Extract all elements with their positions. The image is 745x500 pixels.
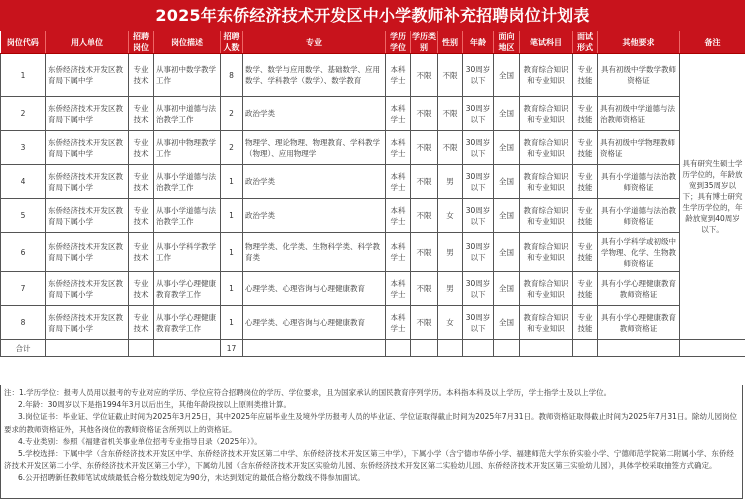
total-empty bbox=[438, 340, 463, 357]
total-empty bbox=[680, 340, 745, 357]
cell-major: 物理学、理论物理、物理教育、学科教学（物理）、应用物理学 bbox=[243, 131, 386, 165]
cell-desc: 从事小学心理健康教育教学工作 bbox=[154, 306, 221, 340]
cell-unit: 东侨经济技术开发区教育局下属中学 bbox=[46, 54, 129, 97]
cell-count: 8 bbox=[221, 54, 243, 97]
cell-other: 具有初级中学物理教师资格证 bbox=[598, 131, 680, 165]
cell-code: 5 bbox=[1, 199, 46, 233]
note-4: 4.专业类别：参照《福建省机关事业单位招考专业指导目录（2025年）》。 bbox=[18, 436, 262, 446]
cell-degree: 本科学士 bbox=[386, 306, 411, 340]
header-count: 招聘人数 bbox=[221, 31, 243, 54]
cell-desc: 从事初中数学教学工作 bbox=[154, 54, 221, 97]
total-empty bbox=[520, 340, 573, 357]
cell-age: 30周岁以下 bbox=[463, 165, 494, 199]
cell-major: 物理学类、化学类、生物科学类、科学教育类 bbox=[243, 233, 386, 272]
cell-post-type: 专业技术 bbox=[129, 306, 154, 340]
cell-edu-type: 不限 bbox=[411, 306, 438, 340]
cell-count: 1 bbox=[221, 199, 243, 233]
cell-region: 全国 bbox=[494, 165, 520, 199]
cell-edu-type: 不限 bbox=[411, 131, 438, 165]
cell-count: 1 bbox=[221, 165, 243, 199]
cell-age: 30周岁以下 bbox=[463, 131, 494, 165]
cell-region: 全国 bbox=[494, 199, 520, 233]
cell-gender: 女 bbox=[438, 199, 463, 233]
cell-interview: 专业技能 bbox=[573, 165, 598, 199]
cell-count: 1 bbox=[221, 272, 243, 306]
cell-interview: 专业技能 bbox=[573, 97, 598, 131]
header-gender: 性别 bbox=[438, 31, 463, 54]
total-empty bbox=[243, 340, 386, 357]
total-empty bbox=[129, 340, 154, 357]
cell-interview: 专业技能 bbox=[573, 272, 598, 306]
cell-post-type: 专业技术 bbox=[129, 199, 154, 233]
cell-code: 6 bbox=[1, 233, 46, 272]
total-count: 17 bbox=[221, 340, 243, 357]
table-row bbox=[1, 97, 745, 131]
total-empty bbox=[463, 340, 494, 357]
header-age: 年龄 bbox=[463, 31, 494, 54]
cell-exam: 教育综合知识和专业知识 bbox=[520, 97, 573, 131]
cell-other: 具有小学心理健康教育教师资格证 bbox=[598, 272, 680, 306]
table-row bbox=[1, 272, 745, 306]
cell-degree: 本科学士 bbox=[386, 97, 411, 131]
cell-region: 全国 bbox=[494, 131, 520, 165]
cell-post-type: 专业技术 bbox=[129, 54, 154, 97]
cell-interview: 专业技能 bbox=[573, 54, 598, 97]
cell-code: 3 bbox=[1, 131, 46, 165]
cell-count: 2 bbox=[221, 131, 243, 165]
cell-degree: 本科学士 bbox=[386, 272, 411, 306]
cell-desc: 从事初中物理教学工作 bbox=[154, 131, 221, 165]
cell-gender: 女 bbox=[438, 306, 463, 340]
cell-desc: 从事小学道德与法治教学工作 bbox=[154, 165, 221, 199]
header-major: 专业 bbox=[243, 31, 386, 54]
cell-gender: 不限 bbox=[438, 54, 463, 97]
cell-region: 全国 bbox=[494, 54, 520, 97]
table-row bbox=[1, 165, 745, 199]
note-2: 2.年龄：30周岁以下是指1994年3月以后出生，其他年龄段按以上原则类推计算。 bbox=[18, 400, 292, 410]
cell-unit: 东侨经济技术开发区教育局下属小学 bbox=[46, 233, 129, 272]
cell-post-type: 专业技术 bbox=[129, 131, 154, 165]
cell-other: 具有初级中学道德与法治教师资格证 bbox=[598, 97, 680, 131]
cell-degree: 本科学士 bbox=[386, 233, 411, 272]
cell-code: 8 bbox=[1, 306, 46, 340]
cell-gender: 男 bbox=[438, 165, 463, 199]
cell-remark: 具有研究生硕士学历学位的，年龄放宽到35周岁以下；具有博士研究生学历学位的，年龄放宽到40周岁以下。 bbox=[680, 54, 745, 340]
cell-edu-type: 不限 bbox=[411, 97, 438, 131]
cell-other: 具有小学心理健康教育教师资格证 bbox=[598, 306, 680, 340]
cell-exam: 教育综合知识和专业知识 bbox=[520, 131, 573, 165]
cell-desc: 从事小学心理健康教育教学工作 bbox=[154, 272, 221, 306]
notes-section bbox=[0, 385, 743, 499]
header-other: 其他要求 bbox=[598, 31, 680, 54]
total-row bbox=[1, 340, 745, 357]
cell-unit: 东侨经济技术开发区教育局下属小学 bbox=[46, 272, 129, 306]
cell-exam: 教育综合知识和专业知识 bbox=[520, 199, 573, 233]
header-code: 岗位代码 bbox=[1, 31, 46, 54]
header-remark: 备注 bbox=[680, 31, 745, 54]
cell-degree: 本科学士 bbox=[386, 199, 411, 233]
note-6: 6.公开招聘新任教师笔试成绩最低合格分数线划定为90分，未达到划定的最低合格分数线不得参加面试。 bbox=[18, 473, 365, 483]
cell-edu-type: 不限 bbox=[411, 165, 438, 199]
cell-age: 30周岁以下 bbox=[463, 233, 494, 272]
cell-gender: 男 bbox=[438, 272, 463, 306]
cell-other: 具有小学道德与法治教师资格证 bbox=[598, 165, 680, 199]
cell-unit: 东侨经济技术开发区教育局下属小学 bbox=[46, 199, 129, 233]
cell-major: 政治学类 bbox=[243, 165, 386, 199]
cell-age: 30周岁以下 bbox=[463, 199, 494, 233]
note-3: 3.岗位证书：毕业证、学位证截止时间为2025年3月25日，其中2025年应届毕业生及境外学历报考人员的毕业证、学位证取得截止时间为2025年7月31日。教师资格证取得截止时间为2025年7月31日。除幼儿园岗位要求的教师资格证外，其他各岗位的教师资格证含所列以上的资格证。 bbox=[4, 412, 737, 434]
cell-desc: 从事小学科学教学工作 bbox=[154, 233, 221, 272]
cell-region: 全国 bbox=[494, 272, 520, 306]
total-empty bbox=[46, 340, 129, 357]
cell-code: 7 bbox=[1, 272, 46, 306]
table-row bbox=[1, 306, 745, 340]
cell-edu-type: 不限 bbox=[411, 199, 438, 233]
cell-age: 30周岁以下 bbox=[463, 306, 494, 340]
cell-post-type: 专业技术 bbox=[129, 233, 154, 272]
cell-count: 1 bbox=[221, 233, 243, 272]
cell-code: 4 bbox=[1, 165, 46, 199]
table-header-row bbox=[1, 31, 745, 54]
header-desc: 岗位描述 bbox=[154, 31, 221, 54]
total-empty bbox=[411, 340, 438, 357]
cell-exam: 教育综合知识和专业知识 bbox=[520, 233, 573, 272]
total-empty bbox=[386, 340, 411, 357]
table-row bbox=[1, 131, 745, 165]
cell-major: 心理学类、心理咨询与心理健康教育 bbox=[243, 272, 386, 306]
cell-edu-type: 不限 bbox=[411, 233, 438, 272]
cell-interview: 专业技能 bbox=[573, 306, 598, 340]
cell-exam: 教育综合知识和专业知识 bbox=[520, 54, 573, 97]
page-title: 2025年东侨经济技术开发区中小学教师补充招聘岗位计划表 bbox=[0, 0, 745, 31]
header-degree: 学历学位 bbox=[386, 31, 411, 54]
cell-other: 具有初级中学数学教师资格证 bbox=[598, 54, 680, 97]
cell-major: 数学、数学与应用数学、基础数学、应用数学、学科教学（数学）、数学教育 bbox=[243, 54, 386, 97]
cell-interview: 专业技能 bbox=[573, 233, 598, 272]
cell-age: 30周岁以下 bbox=[463, 54, 494, 97]
cell-desc: 从事小学道德与法治教学工作 bbox=[154, 199, 221, 233]
cell-exam: 教育综合知识和专业知识 bbox=[520, 272, 573, 306]
header-exam: 笔试科目 bbox=[520, 31, 573, 54]
cell-major: 政治学类 bbox=[243, 97, 386, 131]
cell-major: 心理学类、心理咨询与心理健康教育 bbox=[243, 306, 386, 340]
cell-major: 政治学类 bbox=[243, 199, 386, 233]
total-empty bbox=[598, 340, 680, 357]
cell-edu-type: 不限 bbox=[411, 272, 438, 306]
note-5: 5.学校选择：下属中学（含东侨经济技术开发区中学、东侨经济技术开发区第二中学、东侨经济技术开发区第三中学），下属小学（含宁德市华侨小学、福建师范大学东侨实验小学、宁德师范学院第二附属小学、东侨经济技术开发区第二小学、东侨经济技术开发区第三小学），下属幼儿园（含东侨经济技术开发区实验幼儿园、东侨经济技术开发区第二实验幼儿园、东侨经济技术开发区第三实验幼儿园），具体学校采取抽签方式确定。 bbox=[4, 449, 734, 471]
header-unit: 用人单位 bbox=[46, 31, 129, 54]
recruitment-plan-table bbox=[0, 31, 745, 357]
total-label: 合计 bbox=[1, 340, 46, 357]
cell-unit: 东侨经济技术开发区教育局下属中学 bbox=[46, 97, 129, 131]
cell-age: 30周岁以下 bbox=[463, 272, 494, 306]
cell-unit: 东侨经济技术开发区教育局下属小学 bbox=[46, 165, 129, 199]
cell-gender: 不限 bbox=[438, 131, 463, 165]
cell-other: 具有小学科学或初级中学物理、化学、生物教师资格证 bbox=[598, 233, 680, 272]
header-post-type: 招聘岗位 bbox=[129, 31, 154, 54]
cell-age: 30周岁以下 bbox=[463, 97, 494, 131]
header-interview: 面试形式 bbox=[573, 31, 598, 54]
cell-count: 2 bbox=[221, 97, 243, 131]
cell-unit: 东侨经济技术开发区教育局下属中学 bbox=[46, 131, 129, 165]
cell-code: 2 bbox=[1, 97, 46, 131]
table-row bbox=[1, 199, 745, 233]
total-empty bbox=[154, 340, 221, 357]
cell-degree: 本科学士 bbox=[386, 54, 411, 97]
cell-interview: 专业技能 bbox=[573, 199, 598, 233]
cell-gender: 不限 bbox=[438, 97, 463, 131]
cell-region: 全国 bbox=[494, 306, 520, 340]
table-row bbox=[1, 233, 745, 272]
cell-exam: 教育综合知识和专业知识 bbox=[520, 165, 573, 199]
cell-degree: 本科学士 bbox=[386, 131, 411, 165]
note-1: 注：1.学历学位：报考人员用以报考的专业对应的学历、学位应符合招聘岗位的学历、学位要求，且为国家承认的国民教育序列学历。本科指本科及以上学历，学士指学士及以上学位。 bbox=[4, 388, 612, 397]
cell-region: 全国 bbox=[494, 233, 520, 272]
cell-interview: 专业技能 bbox=[573, 131, 598, 165]
cell-post-type: 专业技术 bbox=[129, 272, 154, 306]
table-row bbox=[1, 54, 745, 97]
cell-other: 具有小学道德与法治教师资格证 bbox=[598, 199, 680, 233]
total-empty bbox=[494, 340, 520, 357]
cell-region: 全国 bbox=[494, 97, 520, 131]
cell-gender: 男 bbox=[438, 233, 463, 272]
cell-edu-type: 不限 bbox=[411, 54, 438, 97]
total-empty bbox=[573, 340, 598, 357]
cell-post-type: 专业技术 bbox=[129, 165, 154, 199]
cell-post-type: 专业技术 bbox=[129, 97, 154, 131]
cell-count: 1 bbox=[221, 306, 243, 340]
cell-unit: 东侨经济技术开发区教育局下属小学 bbox=[46, 306, 129, 340]
cell-code: 1 bbox=[1, 54, 46, 97]
header-edu-type: 学历类别 bbox=[412, 32, 436, 52]
cell-degree: 本科学士 bbox=[386, 165, 411, 199]
cell-desc: 从事初中道德与法治教学工作 bbox=[154, 97, 221, 131]
cell-exam: 教育综合知识和专业知识 bbox=[520, 306, 573, 340]
header-region: 面向地区 bbox=[494, 31, 520, 54]
